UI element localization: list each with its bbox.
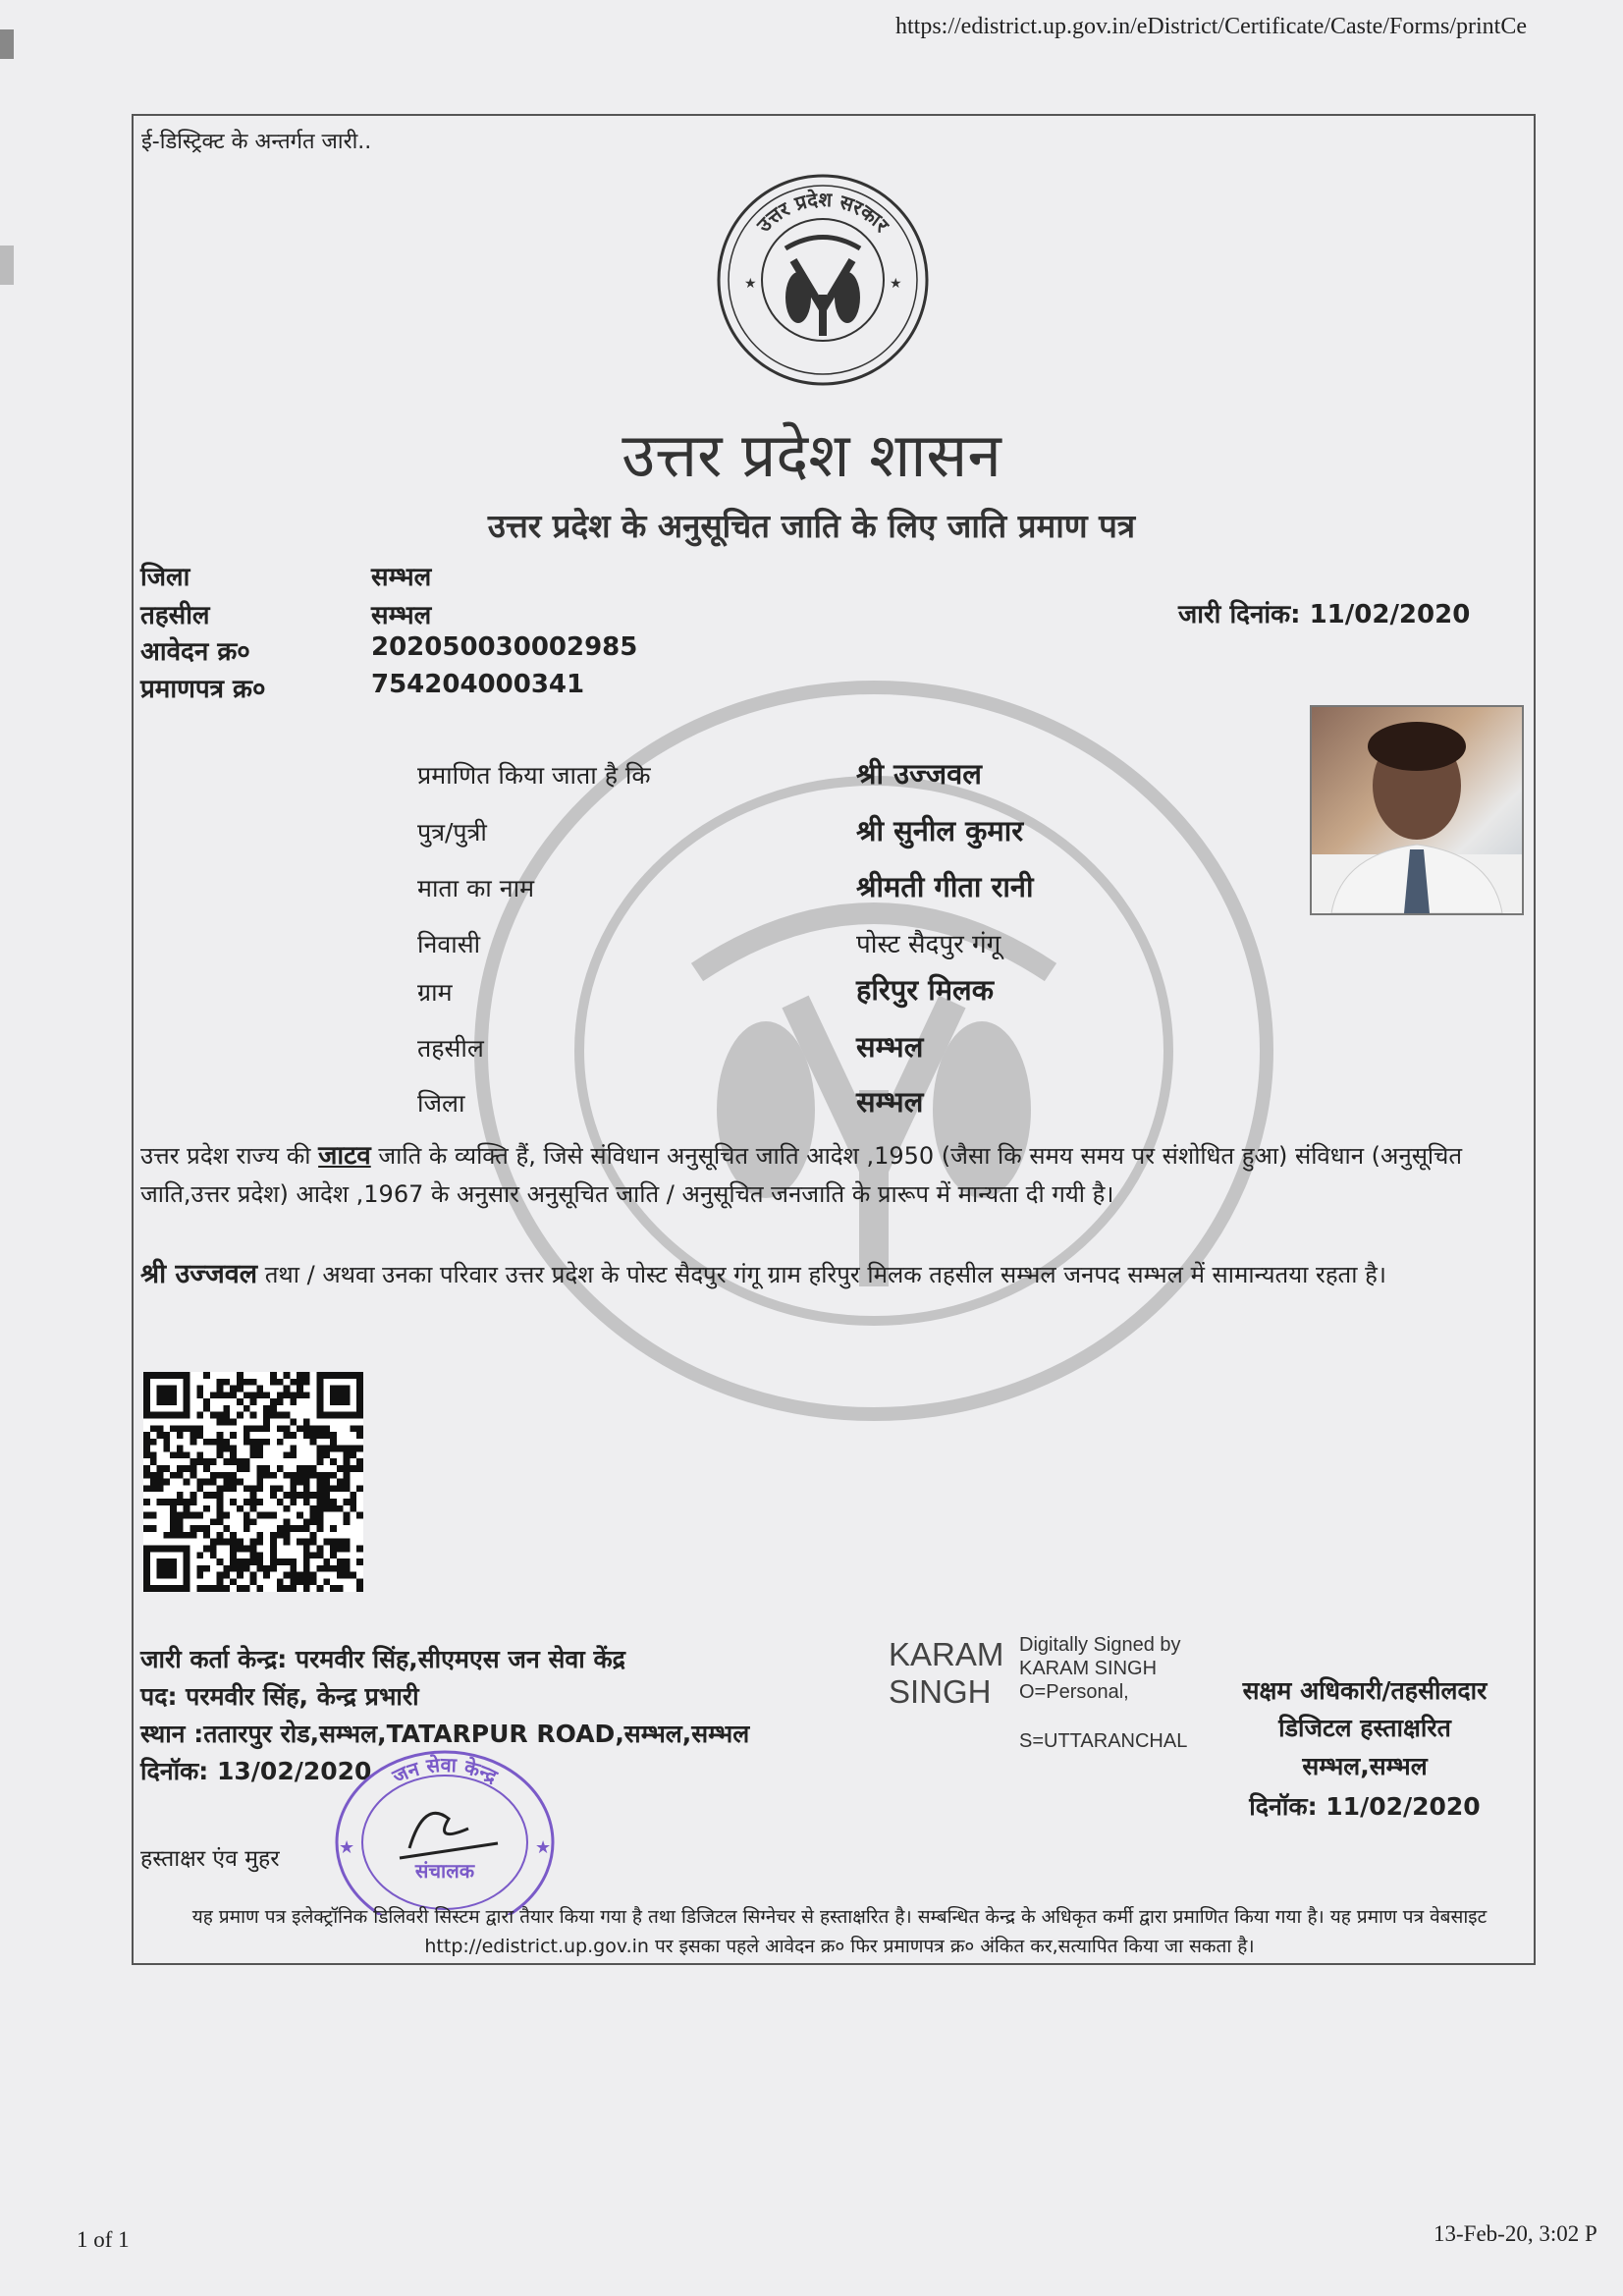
issuer-stamp-icon (331, 1750, 559, 1915)
digital-signature-details (1019, 1633, 1181, 1704)
signature-detail: KARAM SINGH (1019, 1658, 1158, 1679)
page-title: उत्तर प्रदेश शासन (622, 419, 1001, 491)
authority-signed: डिजिटल हस्ताक्षरित (1278, 1714, 1451, 1742)
authority-place: सम्भल,सम्भल (1302, 1752, 1428, 1780)
application-label: आवेदन क्र० (140, 637, 250, 667)
issued-under-text: ई-डिस्ट्रिक्ट के अन्तर्गत जारी.. (141, 130, 372, 154)
detail-value: पोस्ट सैदपुर गंगू (856, 930, 1001, 959)
print-url: https://edistrict.up.gov.in/eDistrict/Certificate/Caste/Forms/printCe (895, 14, 1528, 39)
detail-label: तहसील (417, 1034, 484, 1063)
up-government-emblem-icon (715, 172, 931, 388)
signature-detail: O=Personal, (1019, 1681, 1129, 1703)
caste-name: जाटव (318, 1141, 371, 1171)
holder-name: श्री उज्जवल (140, 1259, 258, 1289)
emblem-text: उत्तर प्रदेश सरकार (751, 187, 894, 237)
detail-label: निवासी (417, 930, 481, 958)
scan-edge-mark (0, 246, 14, 285)
issuing-center: जारी कर्ता केन्द्र: परमवीर सिंह,सीएमएस जन सेवा केंद्र (140, 1645, 625, 1673)
detail-value: सम्भल (856, 1030, 924, 1064)
detail-value: सम्भल (856, 1085, 924, 1119)
detail-label: पुत्र/पुत्री (417, 818, 487, 847)
residence-statement (140, 1255, 1505, 1294)
issuer-place: स्थान :ततारपुर रोड,सम्भल,TATARPUR ROAD,सम्भल,सम्भल (140, 1720, 750, 1748)
applicant-photo (1310, 705, 1524, 915)
person-photo-icon (1312, 707, 1522, 913)
verification-footnote: यह प्रमाण पत्र इलेक्ट्रॉनिक डिलिवरी सिस्टम द्वारा तैयार किया गया है तथा डिजिटल सिग्नेचर से हस्ताक्षरित है। सम्बन्धित केन्द्र के अधिकृत कर्मी द्वारा प्रमाणित किया गया है। यह प्रमाण पत्र वेबसाइट http://edistrict.up.gov.in पर इसका पहले आवेदन क्र० फिर प्रमाणपत्र क्र० अंकित कर,सत्यापित किया जा सकता है। (191, 1906, 1488, 1957)
signer-last-name: SINGH (889, 1673, 992, 1710)
certificate-number: 754204000341 (371, 670, 585, 699)
svg-text:उत्तर प्रदेश सरकार (751, 188, 894, 238)
detail-label: ग्राम (417, 978, 453, 1007)
statement-text: जाति के व्यक्ति हैं, जिसे संविधान अनुसूचित जाति आदेश ,1950 (जैसा कि समय समय पर संशोधित हुआ) संविधान (अनुसूचित जाति,उत्तर प्रदेश) आदेश ,1967 के अनुसार अनुसूचित जाति / अनुसूचित जनजाति के प्रारूप में मान्यता दी गयी है। (140, 1142, 1463, 1208)
caste-statement (140, 1137, 1505, 1214)
detail-value: हरिपुर मिलक (856, 973, 994, 1007)
statement-text: उत्तर प्रदेश राज्य की (140, 1142, 319, 1170)
issue-date (1178, 595, 1470, 630)
print-timestamp: 13-Feb-20, 3:02 P (1434, 2221, 1597, 2246)
stamp-inner-text: संचालक (414, 1859, 475, 1883)
svg-text:★: ★ (890, 276, 902, 292)
issuer-post: पद: परमवीर सिंह, केन्द्र प्रभारी (140, 1682, 419, 1711)
qr-code-icon (140, 1372, 366, 1592)
certificate-label: प्रमाणपत्र क्र० (140, 675, 266, 704)
stamp-ring-text: जन सेवा केन्द्र (388, 1752, 502, 1789)
signer-first-name: KARAM (889, 1636, 1004, 1672)
authority-title: सक्षम अधिकारी/तहसीलदार (1242, 1676, 1488, 1705)
issuer-date: दिनॉक: 13/02/2020 (140, 1757, 372, 1785)
detail-value: श्रीमती गीता रानी (856, 870, 1034, 903)
signature-state: S=UTTARANCHAL (1019, 1730, 1188, 1752)
scan-edge-mark (0, 29, 14, 59)
district-label: जिला (140, 563, 190, 592)
svg-text:★: ★ (339, 1837, 355, 1858)
detail-value: श्री उज्जवल (856, 757, 982, 791)
application-number: 202050030002985 (371, 632, 638, 662)
issue-date-value: 11/02/2020 (1309, 600, 1471, 629)
tehsil-value: सम्भल (371, 601, 432, 630)
page-number: 1 of 1 (77, 2227, 130, 2252)
signature-detail: Digitally Signed by (1019, 1634, 1181, 1656)
tehsil-label: तहसील (140, 601, 210, 630)
signature-stamp-label: हस्ताक्षर एंव मुहर (140, 1846, 280, 1872)
authority-date: दिनॉक: 11/02/2020 (1249, 1792, 1481, 1821)
svg-text:★: ★ (535, 1837, 552, 1858)
detail-label: माता का नाम (417, 874, 535, 902)
detail-label: जिला (417, 1089, 465, 1118)
statement-text: तथा / अथवा उनका परिवार उत्तर प्रदेश के पोस्ट सैदपुर गंगू ग्राम हरिपुर मिलक तहसील सम्भल जनपद सम्भल में सामान्यतया रहता है। (257, 1261, 1386, 1288)
certificate-subtitle: उत्तर प्रदेश के अनुसूचित जाति के लिए जाति प्रमाण पत्र (487, 507, 1136, 545)
detail-value: श्री सुनील कुमार (856, 814, 1024, 847)
svg-text:★: ★ (744, 276, 757, 292)
digital-signature-name (889, 1636, 1003, 1711)
issue-date-label: जारी दिनांक: (1178, 600, 1301, 629)
detail-label: प्रमाणित किया जाता है कि (417, 761, 651, 790)
district-value: सम्भल (371, 563, 432, 592)
